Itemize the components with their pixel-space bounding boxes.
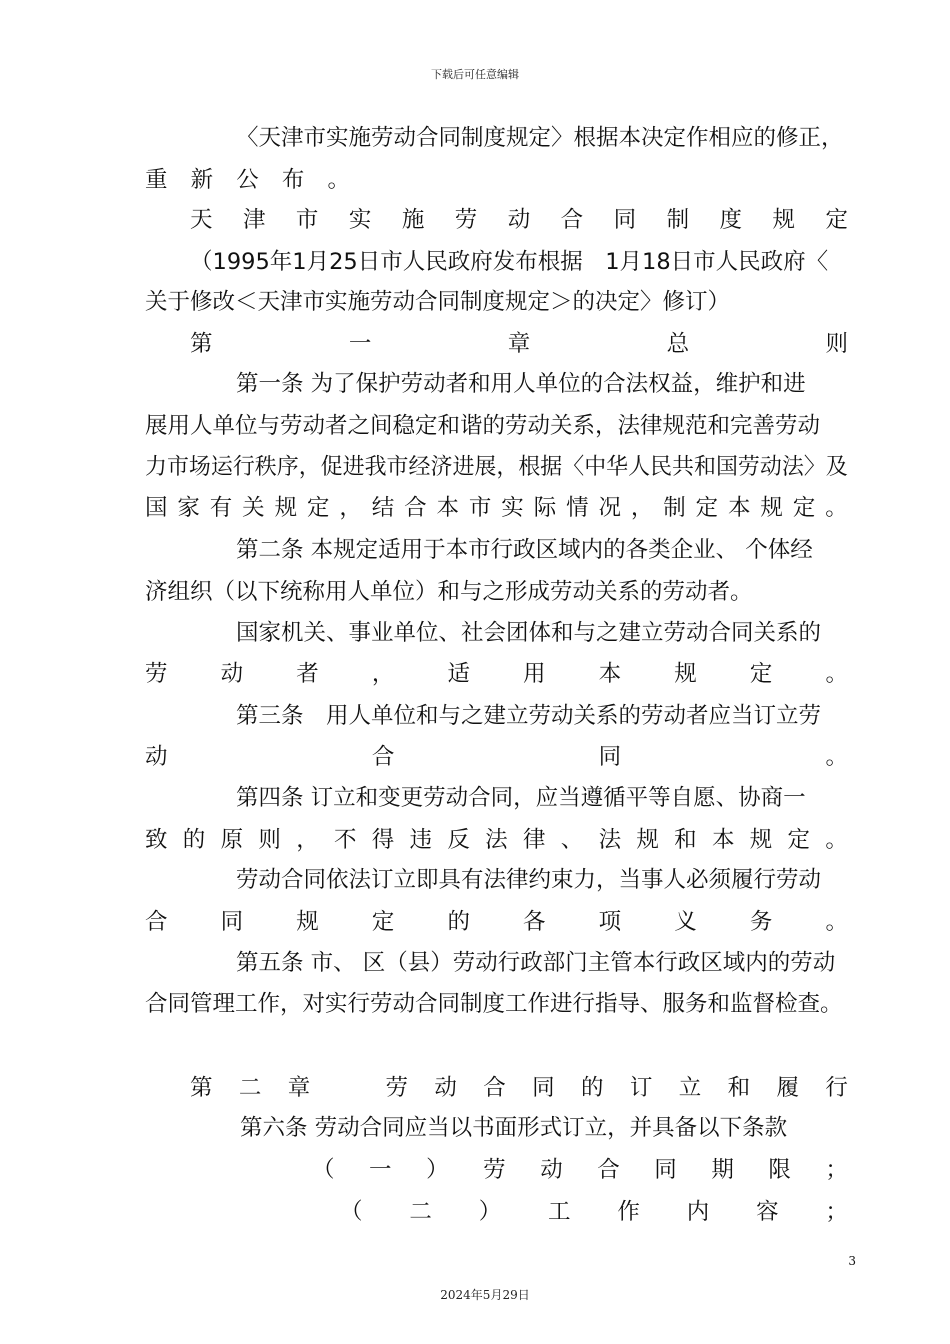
text-line: 重 新 公 布 。: [145, 167, 350, 193]
text-line: 济组织（以下统称用人单位）和与之形成劳动关系的劳动者。: [145, 579, 753, 605]
page-footer-date: 2024年5月29日: [440, 1288, 530, 1302]
chapter-heading: 第 二 章 劳 动 合 同 的 订 立 和 履 行: [190, 1075, 848, 1101]
text-line: 合 同 规 定 的 各 项 义 务 。: [145, 909, 848, 935]
text-line: （1995年1月25日市人民政府发布根据 1月18日市人民政府〈: [190, 249, 829, 275]
text-line: 合同管理工作，对实行劳动合同制度工作进行指导、服务和监督检查。: [145, 991, 843, 1017]
text-line: 第六条 劳动合同应当以书面形式订立，并具备以下条款: [240, 1115, 788, 1141]
page-number: 3: [848, 1254, 856, 1268]
text-line: 第四条 订立和变更劳动合同，应当遵循平等自愿、协商一: [236, 785, 806, 811]
text-line: 国 家 有 关 规 定 ， 结 合 本 市 实 际 情 况 ， 制 定 本 规 定 。: [145, 495, 848, 521]
text-line: 力市场运行秩序，促进我市经济进展，根据〈中华人民共和国劳动法〉及: [145, 454, 848, 480]
list-item: （ 一 ） 劳 动 合 同 期 限 ；: [312, 1157, 848, 1183]
chapter-heading: 第 一 章 总 则: [190, 331, 848, 357]
text-line: 致 的 原 则 ， 不 得 违 反 法 律 、 法 规 和 本 规 定 。: [145, 827, 848, 853]
text-line: 展用人单位与劳动者之间稳定和谐的劳动关系，法律规范和完善劳动: [145, 413, 821, 439]
text-line: 第一条 为了保护劳动者和用人单位的合法权益，维护和进: [236, 371, 806, 397]
document-title: 天 津 市 实 施 劳 动 合 同 制 度 规 定: [190, 207, 848, 233]
text-line: 关于修改＜天津市实施劳动合同制度规定＞的决定〉修订）: [145, 289, 731, 315]
text-line: 动 合 同 。: [145, 744, 848, 770]
text-line: 〈天津市实施劳动合同制度规定〉根据本决定作相应的修正，: [236, 125, 844, 151]
page-header: 下载后可任意编辑: [431, 68, 519, 81]
text-line: 第三条 用人单位和与之建立劳动关系的劳动者应当订立劳: [236, 703, 822, 729]
text-line: 劳动合同依法订立即具有法律约束力，当事人必须履行劳动: [236, 867, 822, 893]
text-line: 国家机关、事业单位、社会团体和与之建立劳动合同关系的: [236, 620, 822, 646]
text-line: 劳 动 者 ， 适 用 本 规 定 。: [145, 661, 848, 687]
list-item: （ 二 ） 工 作 内 容 ；: [340, 1199, 848, 1225]
text-line: 第五条 市、 区（县）劳动行政部门主管本行政区域内的劳动: [236, 950, 836, 976]
text-line: 第二条 本规定适用于本市行政区域内的各类企业、 个体经: [236, 537, 813, 563]
